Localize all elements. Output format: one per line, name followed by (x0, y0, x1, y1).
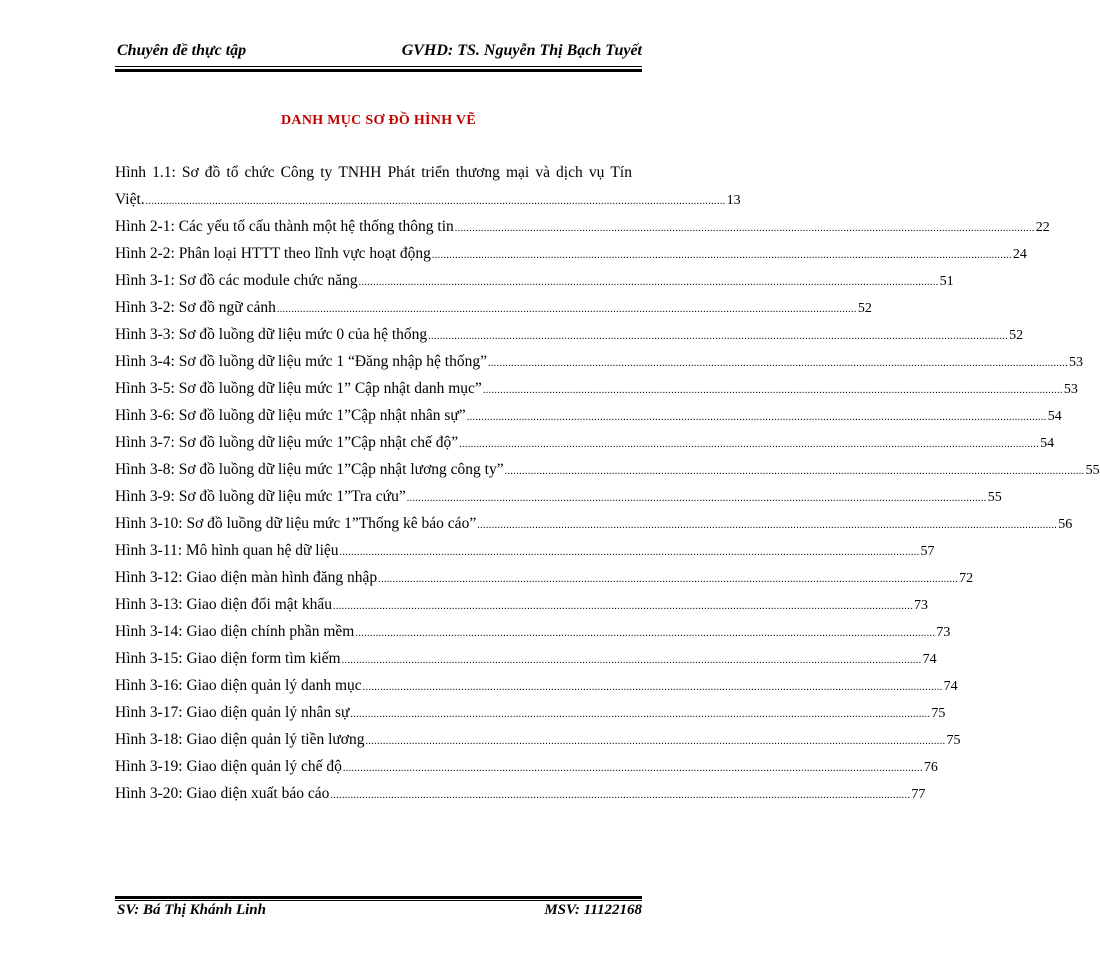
figure-entry-line (115, 267, 954, 296)
leader-dots: ........................................................................................................................................................................................................ (378, 574, 959, 585)
figure-entry-label-line (115, 159, 632, 186)
figure-entry[interactable] (115, 294, 872, 321)
figure-entry-line (115, 672, 958, 701)
figure-entry-label: Hình 3-13: Giao diện đổi mật khẩu (115, 596, 332, 613)
figure-entry-page: 77 (911, 787, 926, 802)
figure-entry-word: vụ (588, 164, 605, 181)
figure-entry-label: Hình 3-18: Giao diện quản lý tiền lương (115, 731, 365, 748)
figure-entry-word: dịch (556, 164, 583, 181)
leader-dots: ........................................................................................................................................................................................................ (504, 466, 1085, 477)
figure-entry-label: Hình 3-14: Giao diện chính phần mềm (115, 623, 355, 640)
figure-entry[interactable] (115, 537, 935, 564)
figure-entry[interactable] (115, 645, 937, 672)
figure-entry-line (115, 375, 1078, 404)
figure-entry-page: 75 (946, 733, 961, 748)
leader-dots: ........................................................................................................................................................................................................ (342, 763, 923, 774)
figure-entry-page: 76 (923, 760, 938, 775)
figure-entry[interactable] (115, 240, 1027, 267)
figure-entry-page: 72 (959, 571, 974, 586)
figure-entry-line (115, 483, 1002, 512)
figure-entry-label: Hình 3-1: Sơ đồ các module chức năng (115, 272, 358, 289)
figure-entry-label: Hình 2-1: Các yếu tố cấu thành một hệ thống thông tin (115, 218, 454, 235)
figure-entry-page: 22 (1035, 220, 1050, 235)
leader-dots: ........................................................................................................................................................................................................ (362, 682, 943, 693)
figure-entry[interactable] (115, 456, 1100, 483)
figure-entry-label: Hình 3-9: Sơ đồ luồng dữ liệu mức 1”Tra cứu” (115, 488, 406, 505)
figure-entry[interactable] (115, 402, 1062, 429)
figure-entry-page: 74 (922, 652, 937, 667)
leader-dots: ........................................................................................................................................................................................................ (365, 736, 946, 747)
figure-entry-line (115, 699, 946, 728)
figure-entry-word: chức (244, 164, 275, 181)
figure-entry-page: 13 (726, 193, 741, 208)
figure-entry-page: 55 (987, 490, 1002, 505)
figure-entry-line (115, 537, 935, 566)
figure-entry-page: 53 (1063, 382, 1078, 397)
leader-dots: ........................................................................................................................................................................................................ (358, 277, 939, 288)
figure-entry[interactable] (115, 510, 1073, 537)
figure-entry-line (115, 510, 1073, 539)
figure-entry-line (115, 645, 937, 674)
header-rule-bottom (115, 69, 642, 72)
footer-rule-top (115, 896, 642, 899)
figure-entry-page: 73 (936, 625, 951, 640)
figure-entry-page: 53 (1068, 355, 1083, 370)
figure-entry-continuation-line (115, 186, 741, 215)
figure-entry-word: và (535, 164, 550, 181)
figure-entry-word: Hình (115, 164, 146, 181)
page-footer (115, 902, 642, 924)
leader-dots: ........................................................................................................................................................................................................ (330, 790, 911, 801)
leader-dots: ........................................................................................................................................................................................................ (276, 304, 857, 315)
figure-entry-page: 73 (913, 598, 928, 613)
leader-dots: ........................................................................................................................................................................................................ (454, 223, 1035, 234)
figure-entry-line (115, 564, 974, 593)
figure-entry-label: Hình 3-20: Giao diện xuất báo cáo (115, 785, 330, 802)
figure-list (115, 159, 1100, 807)
figure-entry-line (115, 726, 961, 755)
figure-entry-label: Hình 3-3: Sơ đồ luồng dữ liệu mức 0 của hệ thống (115, 326, 428, 343)
figure-entry-page: 54 (1047, 409, 1062, 424)
figure-entry-page: 51 (939, 274, 954, 289)
figure-entry-word: tổ (226, 164, 239, 181)
leader-dots: ........................................................................................................................................................................................................ (406, 493, 987, 504)
figure-entry-label: Hình 3-12: Giao diện màn hình đăng nhập (115, 569, 378, 586)
leader-dots: ........................................................................................................................................................................................................ (350, 709, 931, 720)
figure-entry-line (115, 402, 1062, 431)
figure-entry-label: Hình 2-2: Phân loại HTTT theo lĩnh vực hoạt động (115, 245, 431, 262)
figure-entry[interactable] (115, 699, 946, 726)
figure-entry[interactable] (115, 726, 961, 753)
figure-entry-line (115, 456, 1100, 485)
figure-entry-label: Việt. (115, 191, 145, 208)
figure-entry-page: 24 (1012, 247, 1027, 262)
leader-dots: ........................................................................................................................................................................................................ (145, 196, 726, 207)
header-rule-top (115, 66, 642, 67)
figure-entry-label: Hình 3-15: Giao diện form tìm kiếm (115, 650, 341, 667)
figure-entry-line (115, 753, 938, 782)
figure-entry-page: 57 (920, 544, 935, 559)
figure-entry-label: Hình 3-6: Sơ đồ luồng dữ liệu mức 1”Cập nhật nhân sự” (115, 407, 466, 424)
header-course-title: Chuyên đề thực tập (117, 42, 247, 59)
figure-entry-line (115, 780, 926, 809)
figure-entry-label: Hình 3-19: Giao diện quản lý chế độ (115, 758, 342, 775)
figure-entry-word: mại (505, 164, 530, 181)
figure-entry-page: 52 (857, 301, 872, 316)
figure-entry-word: Sơ (181, 164, 199, 181)
leader-dots: ........................................................................................................................................................................................................ (459, 439, 1040, 450)
figure-entry-word: triển (421, 164, 450, 181)
figure-entry[interactable] (115, 591, 928, 618)
figure-entry-word: đồ (204, 164, 221, 181)
leader-dots: ........................................................................................................................................................................................................ (332, 601, 913, 612)
figure-entry-line (115, 348, 1083, 377)
figure-entry[interactable] (115, 780, 926, 807)
leader-dots: ........................................................................................................................................................................................................ (355, 628, 936, 639)
figure-entry-label: Hình 3-2: Sơ đồ ngữ cảnh (115, 299, 276, 316)
figure-entry[interactable] (115, 159, 741, 213)
figure-entry[interactable] (115, 753, 938, 780)
figure-entry-page: 75 (931, 706, 946, 721)
figure-entry[interactable] (115, 213, 1050, 240)
figure-entry-word: 1.1: (152, 164, 176, 181)
figure-entry-line (115, 591, 928, 620)
figure-entry[interactable] (115, 618, 951, 645)
footer-student-id: MSV: 11122168 (544, 902, 642, 918)
leader-dots: ........................................................................................................................................................................................................ (339, 547, 920, 558)
figure-entry-word: Phát (387, 164, 416, 181)
leader-dots: ........................................................................................................................................................................................................ (431, 250, 1012, 261)
figure-entry-word: ty (320, 164, 333, 181)
figure-entry-page: 52 (1009, 328, 1024, 343)
figure-entry-label: Hình 3-5: Sơ đồ luồng dữ liệu mức 1” Cập nhật danh mục” (115, 380, 482, 397)
figure-entry-label: Hình 3-11: Mô hình quan hệ dữ liệu (115, 542, 339, 559)
figure-entry-page: 74 (943, 679, 958, 694)
leader-dots: ........................................................................................................................................................................................................ (487, 358, 1068, 369)
figure-entry[interactable] (115, 672, 958, 699)
figure-entry-word: Tín (610, 164, 632, 181)
footer-student-name: SV: Bá Thị Khánh Linh (117, 902, 266, 918)
figure-entry-word: Công (280, 164, 315, 181)
figure-entry[interactable] (115, 564, 974, 591)
header-supervisor: GVHD: TS. Nguyễn Thị Bạch Tuyết (401, 42, 642, 59)
figure-entry-line (115, 294, 872, 323)
leader-dots: ........................................................................................................................................................................................................ (477, 520, 1058, 531)
leader-dots: ........................................................................................................................................................................................................ (466, 412, 1047, 423)
figure-entry[interactable] (115, 483, 1002, 510)
figure-entry-label: Hình 3-17: Giao diện quản lý nhân sự (115, 704, 350, 721)
figure-entry-page: 55 (1085, 463, 1100, 478)
figure-entry-label: Hình 3-4: Sơ đồ luồng dữ liệu mức 1 “Đăng nhập hệ thống” (115, 353, 487, 370)
figure-entry-word: TNHH (338, 164, 382, 181)
leader-dots: ........................................................................................................................................................................................................ (341, 655, 922, 666)
figure-entry[interactable] (115, 321, 1024, 348)
figure-entry-page: 54 (1040, 436, 1055, 451)
figure-entry[interactable] (115, 348, 1083, 375)
leader-dots: ........................................................................................................................................................................................................ (482, 385, 1063, 396)
figure-entry-line (115, 429, 1055, 458)
figure-entry-line (115, 321, 1024, 350)
figure-entry-label: Hình 3-10: Sơ đồ luồng dữ liệu mức 1”Thống kê báo cáo” (115, 515, 477, 532)
figure-entries (115, 213, 1100, 807)
figure-entry-line (115, 240, 1027, 269)
footer-rule-bottom (115, 900, 642, 901)
figure-entry[interactable] (115, 375, 1078, 402)
figure-entry[interactable] (115, 267, 954, 294)
figure-entry-label: Hình 3-16: Giao diện quản lý danh mục (115, 677, 362, 694)
figure-entry-line (115, 213, 1050, 242)
page-title: DANH MỤC SƠ ĐỒ HÌNH VẼ (281, 113, 476, 128)
page-header (115, 40, 642, 64)
leader-dots: ........................................................................................................................................................................................................ (428, 331, 1009, 342)
figure-entry-page: 56 (1058, 517, 1073, 532)
figure-entry-word: thương (455, 164, 500, 181)
figure-entry-line (115, 618, 951, 647)
figure-entry-label: Hình 3-7: Sơ đồ luồng dữ liệu mức 1”Cập nhật chế độ” (115, 434, 459, 451)
figure-entry[interactable] (115, 429, 1055, 456)
figure-entry-label: Hình 3-8: Sơ đồ luồng dữ liệu mức 1”Cập nhật lương công ty” (115, 461, 504, 478)
